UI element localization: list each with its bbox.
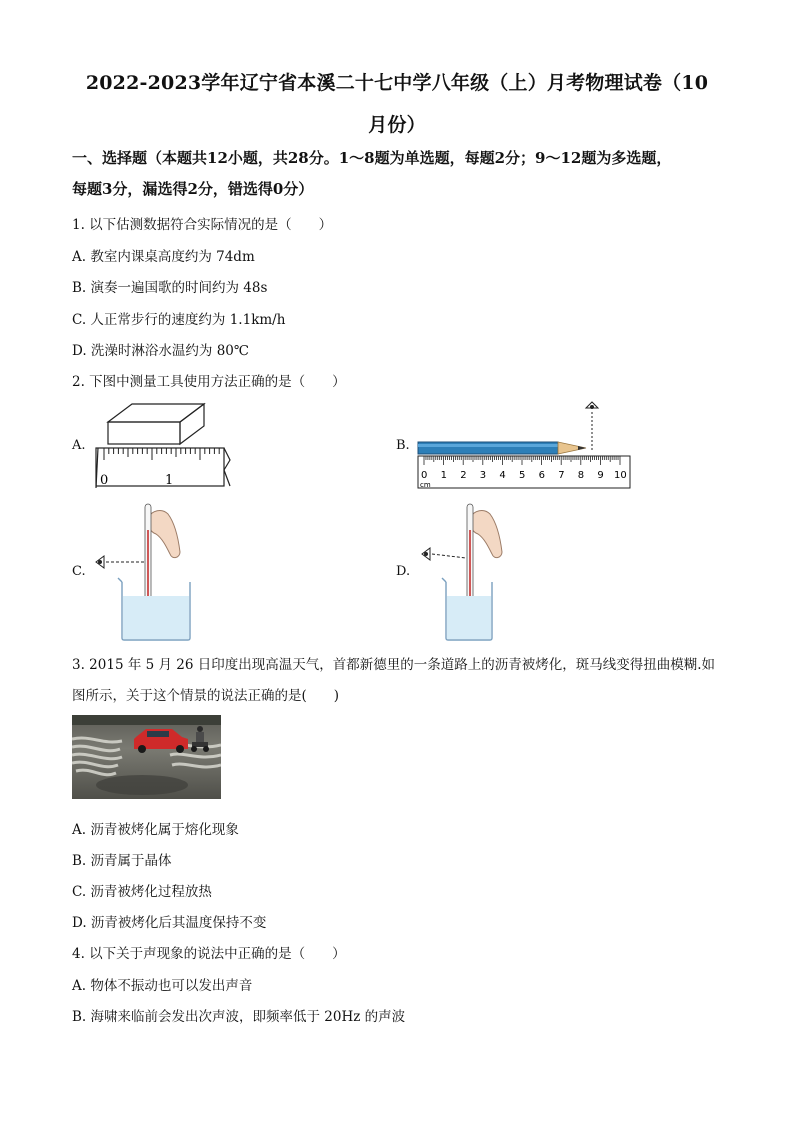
q1-stem: 1. 以下估测数据符合实际情况的是（ ） <box>72 217 333 233</box>
section-heading-line1: 一、选择题（本题共12小题，共28分。1～8题为单选题，每题2分；9～12题为多选题， <box>72 149 672 167</box>
q2-label-c: C. <box>72 564 86 579</box>
q2-label-b: B. <box>396 438 410 453</box>
beaker-icon <box>118 578 190 640</box>
q1-option-b: B. 演奏一遍国歌的时间约为 48s <box>72 280 268 296</box>
ruler-b-number: 4 <box>499 470 506 481</box>
ruler-b-number: 5 <box>519 470 526 481</box>
exam-title-line1: 2022-2023学年辽宁省本溪二十七中学八年级（上）月考物理试卷（10 <box>85 72 709 94</box>
ruler-b-number: 2 <box>460 470 467 481</box>
ruler-a-label-0: 0 <box>100 473 109 488</box>
figure-c-thermometer-beaker <box>92 500 202 642</box>
figure-b-pencil-ruler <box>416 400 636 492</box>
eye-icon <box>96 556 104 568</box>
figure-d-thermometer-beaker <box>418 500 528 642</box>
pencil-icon <box>418 442 586 454</box>
eye-icon <box>422 548 430 560</box>
q3-option-a: A. 沥青被烤化属于熔化现象 <box>72 822 239 838</box>
q3-option-c: C. 沥青被烤化过程放热 <box>72 884 212 900</box>
q1-option-c: C. 人正常步行的速度约为 1.1km/h <box>72 312 286 328</box>
q4-option-a: A. 物体不振动也可以发出声音 <box>72 978 253 994</box>
ruler-b-number: 6 <box>538 470 545 481</box>
q1-option-d: D. 洗澡时淋浴水温约为 80℃ <box>72 343 249 359</box>
q3-stem-line1: 3. 2015 年 5 月 26 日印度出现高温天气，首都新德里的一条道路上的沥青被烤化，斑马线变得扭曲模糊.如 <box>72 657 716 673</box>
ruler-b-number: 3 <box>479 470 487 481</box>
q2-stem: 2. 下图中测量工具使用方法正确的是（ ） <box>72 374 346 390</box>
q2-label-d: D. <box>396 564 411 579</box>
q1-option-a: A. 教室内课桌高度约为 74dm <box>72 249 255 265</box>
eye-icon <box>586 402 598 450</box>
q2-label-a: A. <box>72 438 86 453</box>
ruler-b-number: 10 <box>614 470 627 481</box>
ruler-b-number: 7 <box>558 470 565 481</box>
figure-a-block-ruler <box>94 400 234 492</box>
ruler-a-label-1: 1 <box>165 473 174 488</box>
section-heading-line2: 每题3分，漏选得2分，错选得0分） <box>72 180 314 198</box>
exam-title-line2: 月份） <box>368 114 426 136</box>
hand-icon <box>147 511 180 558</box>
q3-stem-line2: 图所示，关于这个情景的说法正确的是( ) <box>72 688 340 704</box>
ruler-b-unit: cm <box>420 481 431 489</box>
q4-option-b: B. 海啸来临前会发出次声波，即频率低于 20Hz 的声波 <box>72 1009 406 1025</box>
q3-option-d: D. 沥青被烤化后其温度保持不变 <box>72 915 267 931</box>
ruler-b-number: 8 <box>577 470 585 481</box>
hand-icon <box>469 511 502 558</box>
ruler-b-number: 0 <box>421 470 428 481</box>
ruler-b-number: 9 <box>597 470 604 481</box>
ruler-b-number: 1 <box>440 470 447 481</box>
q4-stem: 4. 以下关于声现象的说法中正确的是（ ） <box>72 946 346 962</box>
q3-option-b: B. 沥青属于晶体 <box>72 853 172 869</box>
road-photo <box>72 715 221 799</box>
